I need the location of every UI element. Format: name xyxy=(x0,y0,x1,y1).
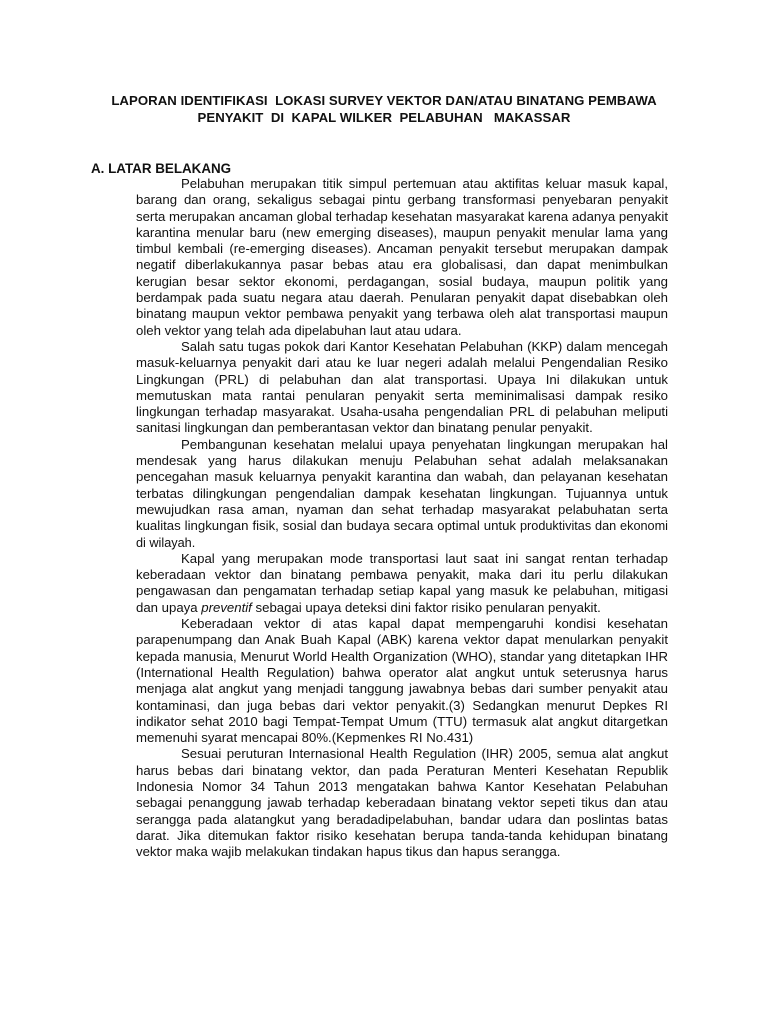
paragraph-5: Keberadaan vektor di atas kapal dapat mempengaruhi kondisi kesehatan parapenumpang dan Anak Buah Kapal (ABK) karena vektor dapat menularkan penyakit kepada manusia, Menurut World Health Organization (WHO), standar yang ditetapkan IHR (International Health Regulation) bahwa operator alat angkut untuk seterusnya harus menjaga alat angkut yang menjadi tanggung jawabnya bebas dari sumber penyakit atau kontaminasi, dan juga bebas dari vektor penyakit.(3) Sedangkan menurut Depkes RI indikator sehat 2010 bagi Tempat-Tempat Umum (TTU) termasuk alat angkut ditargetkan memenuhi syarat mencapai 80%.(Kepmenkes RI No.431) xyxy=(136,616,668,746)
paragraph-6: Sesuai peruturan Internasional Health Regulation (IHR) 2005, semua alat angkut harus bebas dari binatang vektor, dan pada Peraturan Menteri Kesehatan Republik Indonesia Nomor 34 Tahun 2013 mengatakan bahwa Kantor Kesehatan Pelabuhan sebagai penanggung jawab terhadap keberadaan binatang vektor sepeti tikus dan atau serangga pada alatangkut yang beradadipelabuhan, bandar udara dan poslintas batas darat. Jika ditemukan faktor risiko kesehatan berupa tanda-tanda kehidupan binatang vektor maka wajib melakukan tindakan hapus tikus dan hapus serangga. xyxy=(136,746,668,860)
paragraph-3-main: Pembangunan kesehatan melalui upaya penyehatan lingkungan merupakan hal mendesak yang harus dilakukan menuju Pelabuhan sehat adalah melaksanakan pencegahan masuk keluarnya penyakit karantina dan wabah, dan pelayanan kesehatan terbatas dilingkungan pengendalian dampak kesehatan lingkungan. Tujuannya untuk mewujudkan rasa aman, nyaman dan sehat terhadap masyarakat pelabuhatan serta kualitas lingkungan fisik, sosial dan budaya secara optimal untuk xyxy=(136,436,668,534)
paragraph-4-post: sebagai upaya deteksi dini faktor risiko penularan penyakit. xyxy=(251,599,601,615)
paragraph-3 xyxy=(136,437,668,551)
section-heading: A. LATAR BELAKANG xyxy=(91,161,232,176)
report-title xyxy=(60,92,708,126)
report-title-line-1: LAPORAN IDENTIFIKASI LOKASI SURVEY VEKTOR DAN/ATAU BINATANG PEMBAWA xyxy=(111,93,657,108)
section-body xyxy=(136,176,668,860)
paragraph-2: Salah satu tugas pokok dari Kantor Kesehatan Pelabuhan (KKP) dalam mencegah masuk-keluarnya penyakit dari atau ke luar negeri adalah melalui Pengendalian Resiko Lingkungan (PRL) di pelabuhan dan alat transportasi. Upaya Ini dilakukan untuk memutuskan mata rantai penularan penyakit serta meminimalisasi dampak resiko lingkungan terhadap masyarakat. Usaha-usaha pengendalian PRL di pelabuhan meliputi sanitasi lingkungan dan pemberantasan vektor dan binatang penular penyakit. xyxy=(136,338,668,436)
paragraph-4-pre: Kapal yang merupakan mode transportasi laut saat ini sangat rentan terhadap keberadaan vektor dan binatang pembawa penyakit, maka dari itu perlu dilakukan pengawasan dan pengamatan terhadap setiap kapal yang masuk ke pelabuhan, mitigasi dan upaya xyxy=(136,550,668,615)
paragraph-4-emphasis: preventif xyxy=(201,599,252,615)
paragraph-1: Pelabuhan merupakan titik simpul pertemuan atau aktifitas keluar masuk kapal, barang dan orang, sekaligus sebagai pintu gerbang transformasi penyebaran penyakit serta merupakan ancaman global terhadap kesehatan masyarakat karena adanya penyakit karantina menular baru (new emerging diseases), maupun penyakit menular lama yang timbul kembali (re-emerging diseases). Ancaman penyakit tersebut merupakan dampak negatif diberlakukannya pasar bebas atau era globalisasi, dan dapat menimbulkan kerugian besar sektor ekonomi, perdagangan, sosial budaya, maupun politik yang berdampak pada suatu negara atau daerah. Penularan penyakit dapat disebabkan oleh binatang maupun vektor pembawa penyakit yang terbawa oleh alat transportasi maupun oleh vektor yang telah ada dipelabuhan laut atau udara. xyxy=(136,176,668,338)
paragraph-4 xyxy=(136,551,668,616)
paragraph-3-tail: produktivitas dan ekonomi di wilayah. xyxy=(136,519,669,550)
report-title-line-2: PENYAKIT DI KAPAL WILKER PELABUHAN MAKASSAR xyxy=(197,110,571,125)
